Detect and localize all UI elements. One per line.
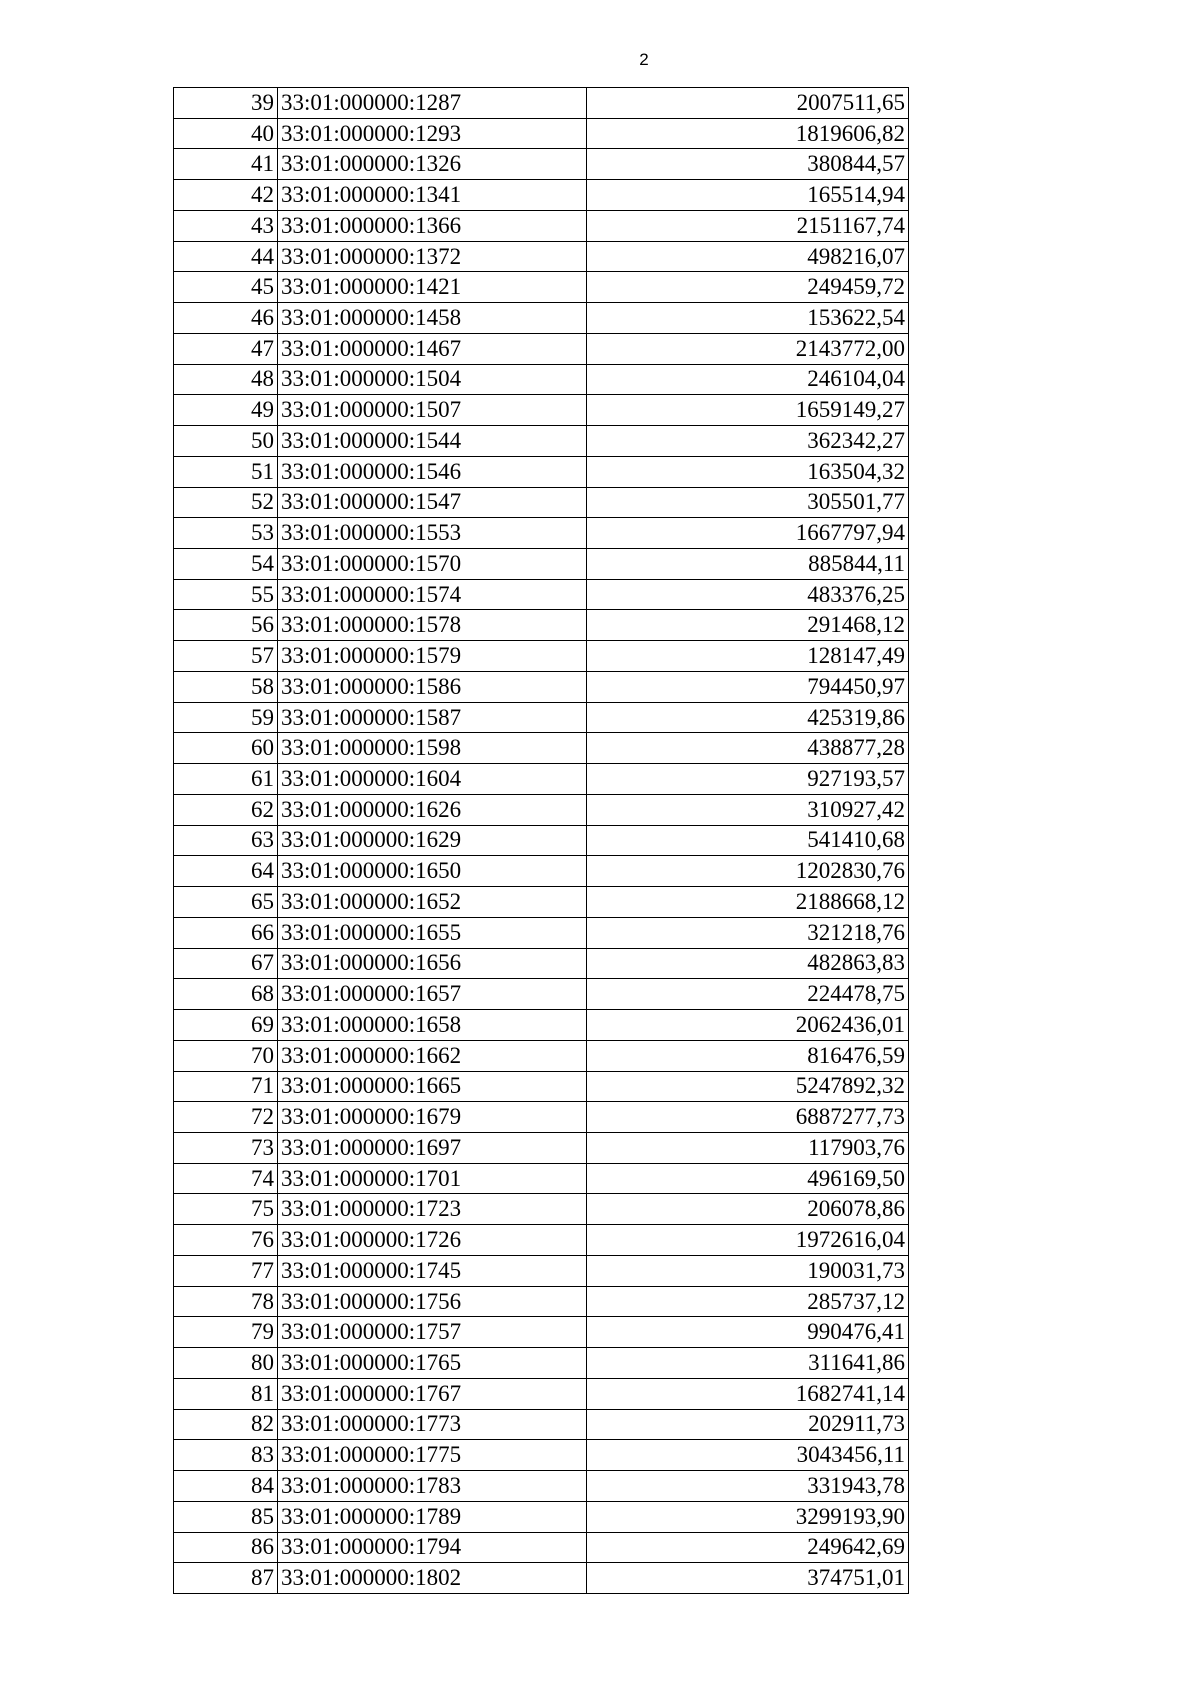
- cadastral-value-cell: 2188668,12: [587, 887, 909, 918]
- row-number-cell: 66: [174, 917, 278, 948]
- cadastral-number-cell: 33:01:000000:1287: [278, 88, 587, 119]
- row-number-cell: 81: [174, 1378, 278, 1409]
- cadastral-value-cell: 246104,04: [587, 364, 909, 395]
- row-number-cell: 59: [174, 702, 278, 733]
- table-row: [174, 1010, 909, 1041]
- row-number-cell: 74: [174, 1163, 278, 1194]
- cadastral-number-cell: 33:01:000000:1546: [278, 456, 587, 487]
- cadastral-number-cell: 33:01:000000:1802: [278, 1563, 587, 1594]
- cadastral-value-cell: 2007511,65: [587, 88, 909, 119]
- table-body: [174, 88, 909, 1594]
- cadastral-number-cell: 33:01:000000:1458: [278, 303, 587, 334]
- cadastral-number-cell: 33:01:000000:1586: [278, 671, 587, 702]
- table-row: [174, 1286, 909, 1317]
- cadastral-value-cell: 310927,42: [587, 794, 909, 825]
- table-row: [174, 733, 909, 764]
- cadastral-number-cell: 33:01:000000:1789: [278, 1501, 587, 1532]
- table-row: [174, 1255, 909, 1286]
- table-row: [174, 1348, 909, 1379]
- cadastral-number-cell: 33:01:000000:1372: [278, 241, 587, 272]
- table-row: [174, 333, 909, 364]
- table-row: [174, 979, 909, 1010]
- cadastral-number-cell: 33:01:000000:1507: [278, 395, 587, 426]
- cadastral-number-cell: 33:01:000000:1570: [278, 549, 587, 580]
- row-number-cell: 48: [174, 364, 278, 395]
- row-number-cell: 57: [174, 641, 278, 672]
- row-number-cell: 68: [174, 979, 278, 1010]
- cadastral-number-cell: 33:01:000000:1366: [278, 210, 587, 241]
- table-row: [174, 1409, 909, 1440]
- row-number-cell: 85: [174, 1501, 278, 1532]
- cadastral-value-cell: 190031,73: [587, 1255, 909, 1286]
- row-number-cell: 77: [174, 1255, 278, 1286]
- table-row: [174, 272, 909, 303]
- table-row: [174, 825, 909, 856]
- row-number-cell: 76: [174, 1225, 278, 1256]
- row-number-cell: 64: [174, 856, 278, 887]
- cadastral-value-cell: 3043456,11: [587, 1440, 909, 1471]
- cadastral-value-cell: 1659149,27: [587, 395, 909, 426]
- cadastral-value-cell: 482863,83: [587, 948, 909, 979]
- cadastral-value-cell: 3299193,90: [587, 1501, 909, 1532]
- cadastral-number-cell: 33:01:000000:1326: [278, 149, 587, 180]
- table-row: [174, 180, 909, 211]
- cadastral-value-cell: 249642,69: [587, 1532, 909, 1563]
- cadastral-value-cell: 483376,25: [587, 579, 909, 610]
- table-row: [174, 364, 909, 395]
- cadastral-value-cell: 374751,01: [587, 1563, 909, 1594]
- row-number-cell: 47: [174, 333, 278, 364]
- table-row: [174, 1132, 909, 1163]
- table-row: [174, 518, 909, 549]
- table-row: [174, 118, 909, 149]
- cadastral-number-cell: 33:01:000000:1547: [278, 487, 587, 518]
- row-number-cell: 41: [174, 149, 278, 180]
- cadastral-number-cell: 33:01:000000:1629: [278, 825, 587, 856]
- row-number-cell: 52: [174, 487, 278, 518]
- cadastral-number-cell: 33:01:000000:1652: [278, 887, 587, 918]
- cadastral-number-cell: 33:01:000000:1658: [278, 1010, 587, 1041]
- row-number-cell: 69: [174, 1010, 278, 1041]
- cadastral-number-cell: 33:01:000000:1655: [278, 917, 587, 948]
- cadastral-value-cell: 1667797,94: [587, 518, 909, 549]
- table-row: [174, 149, 909, 180]
- cadastral-value-cell: 2143772,00: [587, 333, 909, 364]
- cadastral-number-cell: 33:01:000000:1767: [278, 1378, 587, 1409]
- cadastral-number-cell: 33:01:000000:1756: [278, 1286, 587, 1317]
- page-number: 2: [639, 50, 649, 69]
- cadastral-number-cell: 33:01:000000:1341: [278, 180, 587, 211]
- row-number-cell: 39: [174, 88, 278, 119]
- row-number-cell: 84: [174, 1471, 278, 1502]
- row-number-cell: 61: [174, 764, 278, 795]
- cadastral-number-cell: 33:01:000000:1544: [278, 426, 587, 457]
- cadastral-value-cell: 498216,07: [587, 241, 909, 272]
- cadastral-value-cell: 2151167,74: [587, 210, 909, 241]
- cadastral-number-cell: 33:01:000000:1504: [278, 364, 587, 395]
- row-number-cell: 56: [174, 610, 278, 641]
- cadastral-value-cell: 885844,11: [587, 549, 909, 580]
- table-row: [174, 887, 909, 918]
- cadastral-number-cell: 33:01:000000:1604: [278, 764, 587, 795]
- cadastral-number-cell: 33:01:000000:1578: [278, 610, 587, 641]
- row-number-cell: 40: [174, 118, 278, 149]
- cadastral-number-cell: 33:01:000000:1773: [278, 1409, 587, 1440]
- table-row: [174, 1501, 909, 1532]
- cadastral-number-cell: 33:01:000000:1574: [278, 579, 587, 610]
- cadastral-number-cell: 33:01:000000:1745: [278, 1255, 587, 1286]
- table-row: [174, 241, 909, 272]
- row-number-cell: 62: [174, 794, 278, 825]
- cadastral-number-cell: 33:01:000000:1723: [278, 1194, 587, 1225]
- row-number-cell: 46: [174, 303, 278, 334]
- cadastral-value-cell: 305501,77: [587, 487, 909, 518]
- table-row: [174, 702, 909, 733]
- row-number-cell: 75: [174, 1194, 278, 1225]
- table-row: [174, 1163, 909, 1194]
- cadastral-number-cell: 33:01:000000:1783: [278, 1471, 587, 1502]
- cadastral-value-cell: 816476,59: [587, 1040, 909, 1071]
- row-number-cell: 82: [174, 1409, 278, 1440]
- cadastral-value-cell: 5247892,32: [587, 1071, 909, 1102]
- cadastral-number-cell: 33:01:000000:1701: [278, 1163, 587, 1194]
- cadastral-value-cell: 496169,50: [587, 1163, 909, 1194]
- cadastral-number-cell: 33:01:000000:1657: [278, 979, 587, 1010]
- cadastral-value-cell: 927193,57: [587, 764, 909, 795]
- table-row: [174, 1440, 909, 1471]
- table-row: [174, 579, 909, 610]
- cadastral-number-cell: 33:01:000000:1650: [278, 856, 587, 887]
- cadastral-number-cell: 33:01:000000:1553: [278, 518, 587, 549]
- table-row: [174, 395, 909, 426]
- cadastral-value-cell: 202911,73: [587, 1409, 909, 1440]
- cadastral-number-cell: 33:01:000000:1765: [278, 1348, 587, 1379]
- cadastral-number-cell: 33:01:000000:1587: [278, 702, 587, 733]
- cadastral-value-cell: 249459,72: [587, 272, 909, 303]
- row-number-cell: 42: [174, 180, 278, 211]
- cadastral-value-cell: 380844,57: [587, 149, 909, 180]
- table-row: [174, 1040, 909, 1071]
- table-row: [174, 641, 909, 672]
- table-row: [174, 1194, 909, 1225]
- cadastral-number-cell: 33:01:000000:1656: [278, 948, 587, 979]
- cadastral-number-cell: 33:01:000000:1697: [278, 1132, 587, 1163]
- cadastral-value-cell: 117903,76: [587, 1132, 909, 1163]
- row-number-cell: 54: [174, 549, 278, 580]
- table-row: [174, 1102, 909, 1133]
- cadastral-number-cell: 33:01:000000:1598: [278, 733, 587, 764]
- cadastral-value-cell: 163504,32: [587, 456, 909, 487]
- table-row: [174, 426, 909, 457]
- table-row: [174, 1317, 909, 1348]
- cadastral-value-cell: 2062436,01: [587, 1010, 909, 1041]
- row-number-cell: 63: [174, 825, 278, 856]
- table-row: [174, 549, 909, 580]
- row-number-cell: 79: [174, 1317, 278, 1348]
- row-number-cell: 83: [174, 1440, 278, 1471]
- table-row: [174, 856, 909, 887]
- row-number-cell: 70: [174, 1040, 278, 1071]
- table-row: [174, 487, 909, 518]
- row-number-cell: 60: [174, 733, 278, 764]
- row-number-cell: 86: [174, 1532, 278, 1563]
- cadastral-value-cell: 6887277,73: [587, 1102, 909, 1133]
- table-row: [174, 1378, 909, 1409]
- cadastral-value-cell: 321218,76: [587, 917, 909, 948]
- cadastral-value-cell: 291468,12: [587, 610, 909, 641]
- table-row: [174, 794, 909, 825]
- cadastral-number-cell: 33:01:000000:1794: [278, 1532, 587, 1563]
- row-number-cell: 49: [174, 395, 278, 426]
- cadastral-number-cell: 33:01:000000:1775: [278, 1440, 587, 1471]
- cadastral-number-cell: 33:01:000000:1626: [278, 794, 587, 825]
- row-number-cell: 73: [174, 1132, 278, 1163]
- cadastral-value-cell: 541410,68: [587, 825, 909, 856]
- table-row: [174, 210, 909, 241]
- cadastral-number-cell: 33:01:000000:1662: [278, 1040, 587, 1071]
- row-number-cell: 43: [174, 210, 278, 241]
- row-number-cell: 53: [174, 518, 278, 549]
- table-row: [174, 671, 909, 702]
- table-row: [174, 303, 909, 334]
- table-row: [174, 610, 909, 641]
- table-row: [174, 764, 909, 795]
- cadastral-value-table: [173, 87, 909, 1594]
- cadastral-value-cell: 285737,12: [587, 1286, 909, 1317]
- table-row: [174, 1563, 909, 1594]
- row-number-cell: 80: [174, 1348, 278, 1379]
- cadastral-number-cell: 33:01:000000:1665: [278, 1071, 587, 1102]
- row-number-cell: 65: [174, 887, 278, 918]
- cadastral-value-cell: 1819606,82: [587, 118, 909, 149]
- table-row: [174, 88, 909, 119]
- cadastral-number-cell: 33:01:000000:1579: [278, 641, 587, 672]
- cadastral-value-cell: 331943,78: [587, 1471, 909, 1502]
- row-number-cell: 58: [174, 671, 278, 702]
- cadastral-number-cell: 33:01:000000:1757: [278, 1317, 587, 1348]
- cadastral-number-cell: 33:01:000000:1726: [278, 1225, 587, 1256]
- cadastral-number-cell: 33:01:000000:1467: [278, 333, 587, 364]
- row-number-cell: 78: [174, 1286, 278, 1317]
- cadastral-value-cell: 794450,97: [587, 671, 909, 702]
- cadastral-number-cell: 33:01:000000:1421: [278, 272, 587, 303]
- cadastral-number-cell: 33:01:000000:1293: [278, 118, 587, 149]
- cadastral-value-cell: 153622,54: [587, 303, 909, 334]
- cadastral-value-cell: 1682741,14: [587, 1378, 909, 1409]
- row-number-cell: 44: [174, 241, 278, 272]
- cadastral-value-cell: 206078,86: [587, 1194, 909, 1225]
- cadastral-value-cell: 990476,41: [587, 1317, 909, 1348]
- table-row: [174, 917, 909, 948]
- cadastral-value-cell: 128147,49: [587, 641, 909, 672]
- table-row: [174, 1071, 909, 1102]
- cadastral-value-cell: 311641,86: [587, 1348, 909, 1379]
- row-number-cell: 87: [174, 1563, 278, 1594]
- table-row: [174, 1225, 909, 1256]
- row-number-cell: 71: [174, 1071, 278, 1102]
- cadastral-value-cell: 1202830,76: [587, 856, 909, 887]
- table-row: [174, 1532, 909, 1563]
- table-row: [174, 948, 909, 979]
- cadastral-value-cell: 362342,27: [587, 426, 909, 457]
- row-number-cell: 67: [174, 948, 278, 979]
- cadastral-value-cell: 1972616,04: [587, 1225, 909, 1256]
- table-row: [174, 1471, 909, 1502]
- cadastral-value-cell: 438877,28: [587, 733, 909, 764]
- table-row: [174, 456, 909, 487]
- row-number-cell: 55: [174, 579, 278, 610]
- row-number-cell: 50: [174, 426, 278, 457]
- cadastral-value-cell: 224478,75: [587, 979, 909, 1010]
- row-number-cell: 45: [174, 272, 278, 303]
- row-number-cell: 72: [174, 1102, 278, 1133]
- row-number-cell: 51: [174, 456, 278, 487]
- cadastral-number-cell: 33:01:000000:1679: [278, 1102, 587, 1133]
- cadastral-value-cell: 165514,94: [587, 180, 909, 211]
- cadastral-value-cell: 425319,86: [587, 702, 909, 733]
